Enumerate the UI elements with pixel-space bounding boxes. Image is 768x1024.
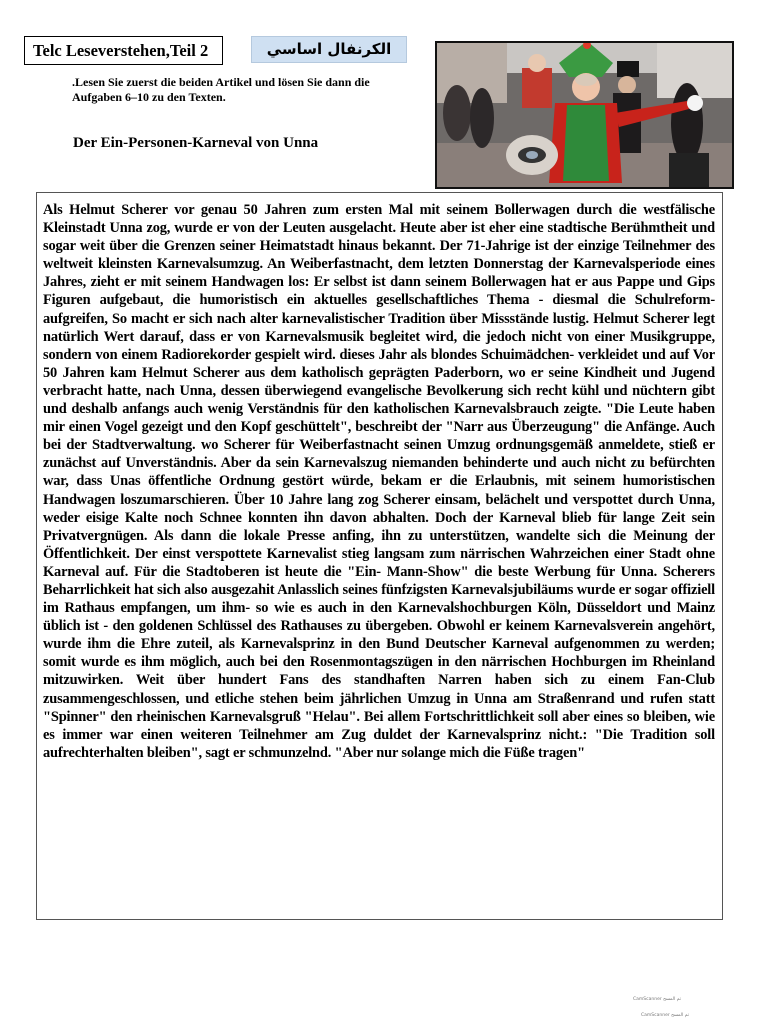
article-body: Als Helmut Scherer vor genau 50 Jahren zum ersten Mal mit seinem Bollerwagen durch die westfälische Kleinstadt Unna zog, wurde er von der Leuten ausgelacht. Heute aber ist eher eine stadtische Berühmtheit und sogar weit über die Grenzen seiner Heimatstadt hinaus bekannt. Der 71-Jahrige ist der einzige Teilnehmer des weltweit kleinsten Karnevalsumzug. An Weiberfastnacht, dem letzten Donnerstag der Karnevalsperiode eines Jahres, zieht er mit seinem Handwagen los: Er selbst ist dann seinem Bollerwagen hat er aus Pappe und Gips Figuren aufgebaut, die humoristisch ein aktuelles gesellschaftliches Thema - diesmal die Schulreform- aufgreifen, So macht er sich nach alter karnevalistischer Tradition über Missstände lustig. Helmut Scherer legt natürlich Wert darauf, dass er von Karnevalsmusik begleitet wird, die jedoch nicht von einer Musikgruppe, sondern von einem Radiorekorder gespielt wird. dieses Jahr als blondes Schuimädchen- verkleidet und auf Vor 50 Jahren kam Helmut Scherer aus dem katholisch geprägten Paderborn, wo er seine Kindheit und Jugend verbracht hatte, nach Unna, dessen überwiegend evangelische Bevolkerung sich recht kühl und nüchtern gibt und deshalb anfangs auch wenig Verständnis für den katholischen Karnevalsbrauch zeigte. "Die Leute haben mir einen Vogel gezeigt und den Kopf geschüttelt", beschreibt der "Narr aus Überzeugung" die Anfänge. Auch bei der Stadtverwaltung. wo Scherer für Weiberfastnacht seinen Umzug ordnungsgemäß anmeldete, stieß er zunächst auf Unverständnis. Aber da sein Karnevalszug niemanden behinderte und auch nicht zu befürchten war, dass Unas öffentliche Ordnung gestört würde, bekam er die Erlaubnis, mit seinem humoristischen Handwagen loszumarschieren. Über 10 Jahre lang zog Scherer einsam, belächelt und verspottet durch Unna, weder eisige Kalte noch Schnee konnten ihn davon abhalten. Doch der Karneval blieb für lange Zeit sein Privatvergnügen. Als dann die lokale Presse anfing, ihn zu unterstützen, wandelte sich die Meinung der Öffentlichkeit. Der einst verspottete Karnevalist stieg langsam zum närrischen Wahrzeichen einer Stadt ohne Karneval auf. Für die Stadtoberen ist heute die "Ein- Mann-Show" die beste Werbung für Unna. Scherers Beharrlichkeit hat sich also ausgezahit Anlasslich seines fünfzigsten Karnevalsjubiläums wurde er sogar offiziell im Rathaus empfangen, um ihm- so wie es auch in den Karnevalshochburgen Köln, Düsseldort und Mainz üblich ist - den goldenen Schlüssel des Rathauses zu übergeben. Obwohl er keinem Karnevalsverein angehört, wurde ihm die Ehre zuteil, als Karnevalsprinz in den Bund Deutscher Karneval aufgenommen zu werden; somit wurde es ihm möglich, auch bei den Rosenmontagszügen in den närrischen Hochburgen im Rheinland mitzuwirken. Weit über hundert Fans des standhaften Narren haben sich zu einem Fan-Club zusammengeschlossen, und etliche stehen beim jährlichen Umzug in Unna am Straßenrand und rufen statt "Spinner" den rheinischen Karnevalsgruß "Helau". Bei allem Fortschrittlichkeit soll aber eines so bleiben, wie es immer war einen weiteren Teilnehmer am Zug duldet der Karnevalsprinz nicht.: "Die Tradition soll aufrechterhalten bleiben", sagt er schmunzelnd. "Aber nur solange mich die Füße tragen" xyxy=(43,202,715,761)
scanner-watermark-2: CamScanner تم المسح xyxy=(641,1013,689,1018)
arabic-label: الكرنفال اساسي xyxy=(251,36,407,63)
exam-title: Telc Leseverstehen,Teil 2 xyxy=(33,41,209,60)
exam-title-box xyxy=(24,36,223,65)
article-text-box xyxy=(36,192,723,920)
carnival-photo xyxy=(435,41,734,189)
article-title: Der Ein-Personen-Karneval von Unna xyxy=(73,135,319,151)
instructions-text: .Lesen Sie zuerst die beiden Artikel und lösen Sie dann die Aufgaben 6–10 zu den Texten. xyxy=(72,75,370,104)
scanner-watermark-1: CamScanner تم المسح xyxy=(633,997,681,1002)
carnival-jester-image xyxy=(437,43,732,187)
